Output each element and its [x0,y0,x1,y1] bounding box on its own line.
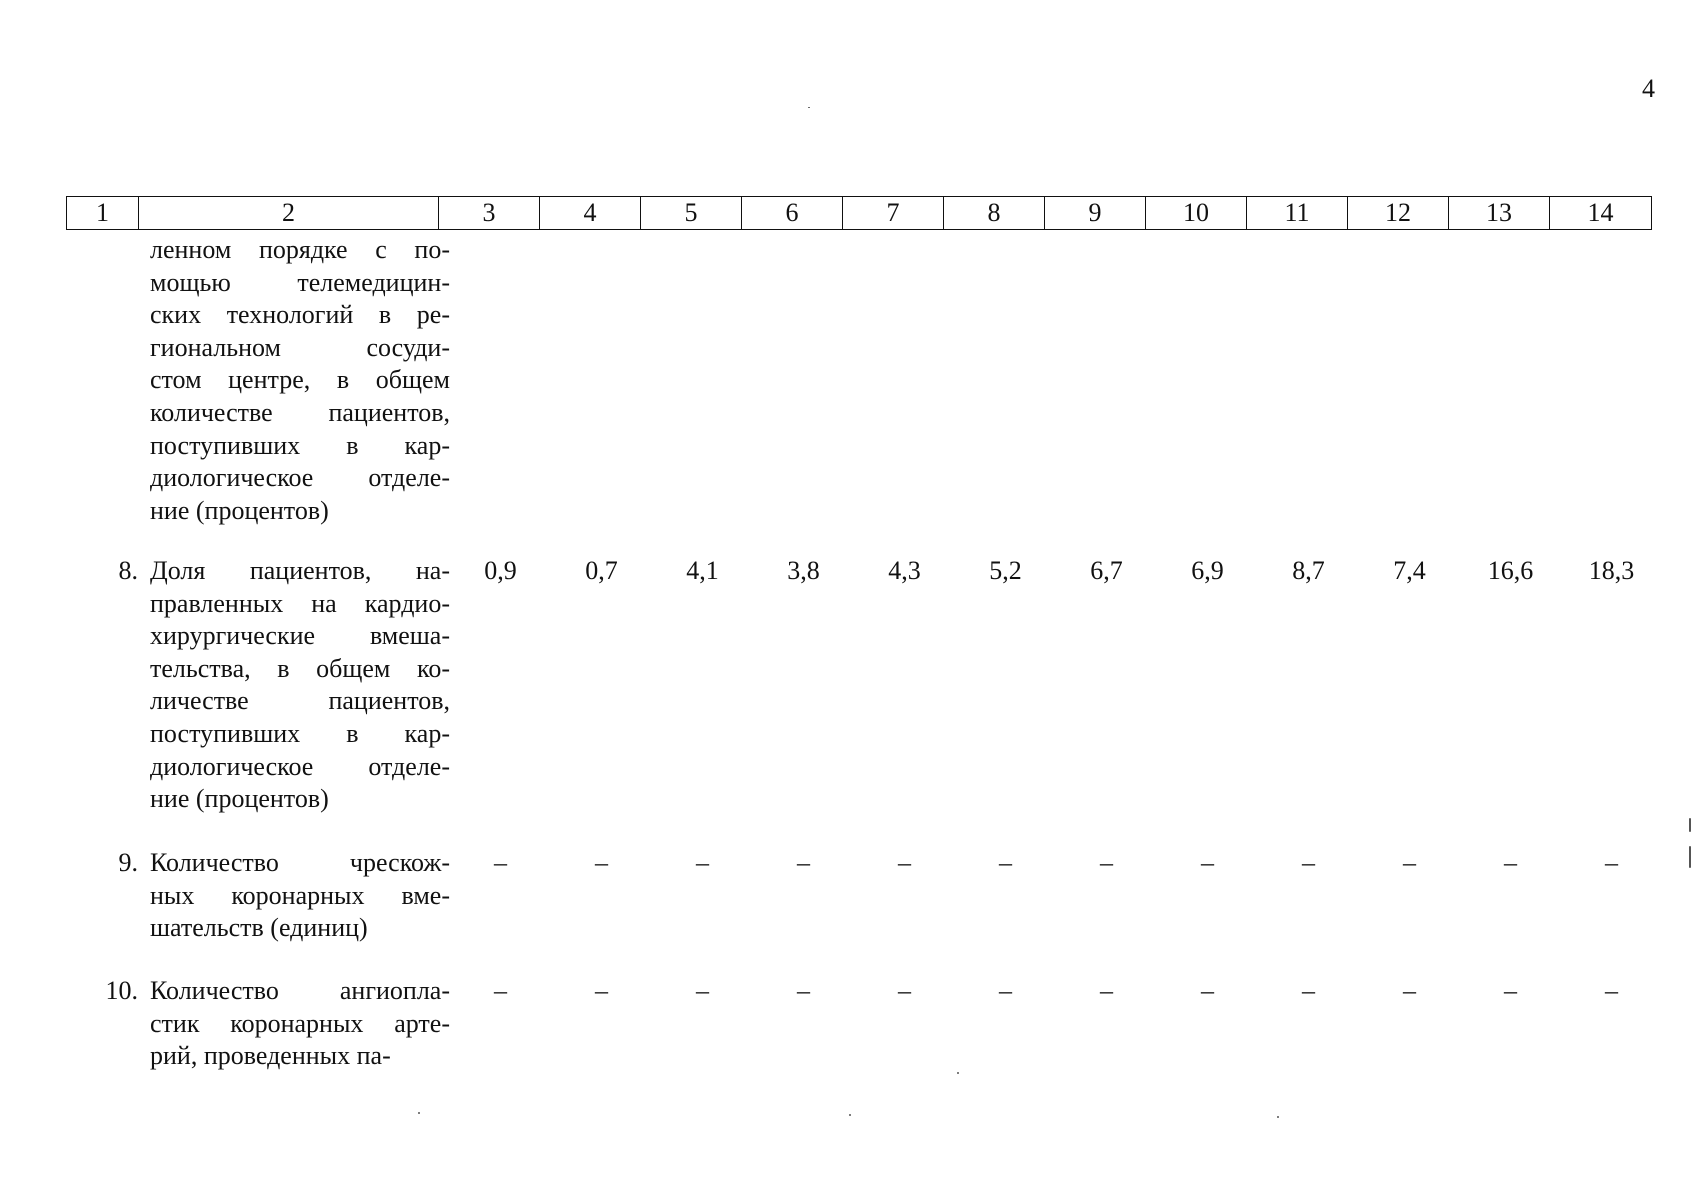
scan-speck [808,107,810,108]
value-cell-col-8: 5,2 [989,556,1022,585]
value-cell-col-10: 6,9 [1191,556,1224,585]
value-cell-col-4: 0,7 [585,556,618,585]
scan-speck [1689,818,1691,832]
value-cell-col-13: – [1504,848,1517,877]
value-cell-col-8 [955,234,1056,527]
indicator-name-line: поступивших в кар- [150,430,450,460]
indicator-name-line: мощью телемедицин- [150,267,450,297]
indicator-name-line: диологическое отделе- [150,751,450,781]
value-cell-col-8: – [999,976,1012,1005]
value-cell-col-3: 0,9 [484,556,517,585]
indicator-name-line: диологическое отделе- [150,463,450,493]
header-cell-8: 8 [944,197,1045,229]
value-cell-col-10: – [1201,976,1214,1005]
value-cell-col-7 [854,234,955,527]
value-cell-col-10 [1157,234,1258,527]
value-cell-col-9: 6,7 [1090,556,1123,585]
header-cell-6: 6 [742,197,843,229]
value-cell-col-11: – [1302,976,1315,1005]
indicator-name-line: количестве пациентов, [150,397,450,427]
value-cell-col-9 [1056,234,1157,527]
row-number: 10. [105,976,138,1005]
value-cell-col-12: 7,4 [1393,556,1426,585]
header-cell-4: 4 [540,197,641,229]
indicator-name [150,847,450,945]
value-cell-col-7: – [898,848,911,877]
indicator-name-line: личестве пациентов, [150,686,450,716]
value-cell-col-12: – [1403,848,1416,877]
indicator-name-line: шательств (единиц) [150,913,368,943]
scan-speck [418,1112,420,1114]
value-cell-col-12 [1359,234,1460,527]
table-row [66,975,1652,1073]
value-cell-col-13 [1460,234,1561,527]
header-cell-7: 7 [843,197,944,229]
value-cell-col-3: – [494,848,507,877]
value-cell-col-5 [652,234,753,527]
value-cell-col-4 [551,234,652,527]
indicator-name-line: стик коронарных арте- [150,1008,450,1038]
indicator-name-line: ских технологий в ре- [150,300,450,330]
row-number: 8. [118,556,138,585]
value-cell-col-6: – [797,848,810,877]
value-cell-col-12: – [1403,976,1416,1005]
scan-speck [1689,846,1691,868]
indicator-name-line: Доля пациентов, на- [150,556,450,585]
value-cell-col-6: 3,8 [787,556,820,585]
header-cell-12: 12 [1348,197,1449,229]
header-cell-13: 13 [1449,197,1550,229]
value-cell-col-4: – [595,848,608,877]
value-cell-col-6: – [797,976,810,1005]
indicator-name [150,234,450,527]
page-number: 4 [1642,74,1655,103]
indicator-name-line: ние (процентов) [150,784,329,814]
value-cell-col-9: – [1100,976,1113,1005]
table-header-row [66,196,1652,230]
header-cell-11: 11 [1247,197,1348,229]
indicator-name-line: правленных на кардио- [150,588,450,618]
table-row [66,555,1652,816]
row-number [66,234,138,527]
table-row [66,234,1652,527]
header-cell-14: 14 [1587,198,1614,227]
indicator-name-line: хирургические вмеша- [150,621,450,651]
header-cell-2: 2 [139,197,439,229]
header-cell-1: 1 [67,197,139,229]
indicator-name-line: гиональном сосуди- [150,332,450,362]
header-cell-5: 5 [641,197,742,229]
scan-speck [1277,1116,1279,1118]
value-cell-col-14: 18,3 [1588,556,1635,585]
value-cell-col-14 [1561,234,1662,527]
value-cell-col-9: – [1100,848,1113,877]
indicator-name-line: ных коронарных вме- [150,880,450,910]
indicator-name-line: тельства, в общем ко- [150,653,450,683]
indicator-name-line: стом центре, в общем [150,365,450,395]
indicator-name-line: ние (процентов) [150,495,329,525]
indicator-name-line: поступивших в кар- [150,718,450,748]
value-cell-col-14: – [1605,848,1618,877]
scan-speck [957,1072,959,1074]
indicator-name [150,555,450,816]
value-cell-col-7: 4,3 [888,556,921,585]
indicator-name-line: ленном порядке с по- [150,235,450,264]
value-cell-col-11: 8,7 [1292,556,1325,585]
value-cell-col-8: – [999,848,1012,877]
value-cell-col-11: – [1302,848,1315,877]
value-cell-col-10: – [1201,848,1214,877]
row-number: 9. [118,848,138,877]
value-cell-col-4: – [595,976,608,1005]
indicator-name [150,975,450,1073]
value-cell-col-3 [450,234,551,527]
value-cell-col-13: 16,6 [1487,556,1534,585]
value-cell-col-11 [1258,234,1359,527]
value-cell-col-3: – [494,976,507,1005]
indicator-name-line: Количество чрескож- [150,848,450,877]
indicator-name-line: Количество ангиопла- [150,976,450,1005]
header-cell-10: 10 [1146,197,1247,229]
scan-speck [849,1114,851,1116]
value-cell-col-5: – [696,848,709,877]
value-cell-col-7: – [898,976,911,1005]
indicator-name-line: рий, проведенных па- [150,1041,391,1071]
value-cell-col-6 [753,234,854,527]
value-cell-col-14: – [1605,976,1618,1005]
value-cell-col-5: – [696,976,709,1005]
value-cell-col-13: – [1504,976,1517,1005]
value-cell-col-5: 4,1 [686,556,719,585]
header-cell-3: 3 [439,197,540,229]
header-cell-9: 9 [1045,197,1146,229]
table-row [66,847,1652,945]
